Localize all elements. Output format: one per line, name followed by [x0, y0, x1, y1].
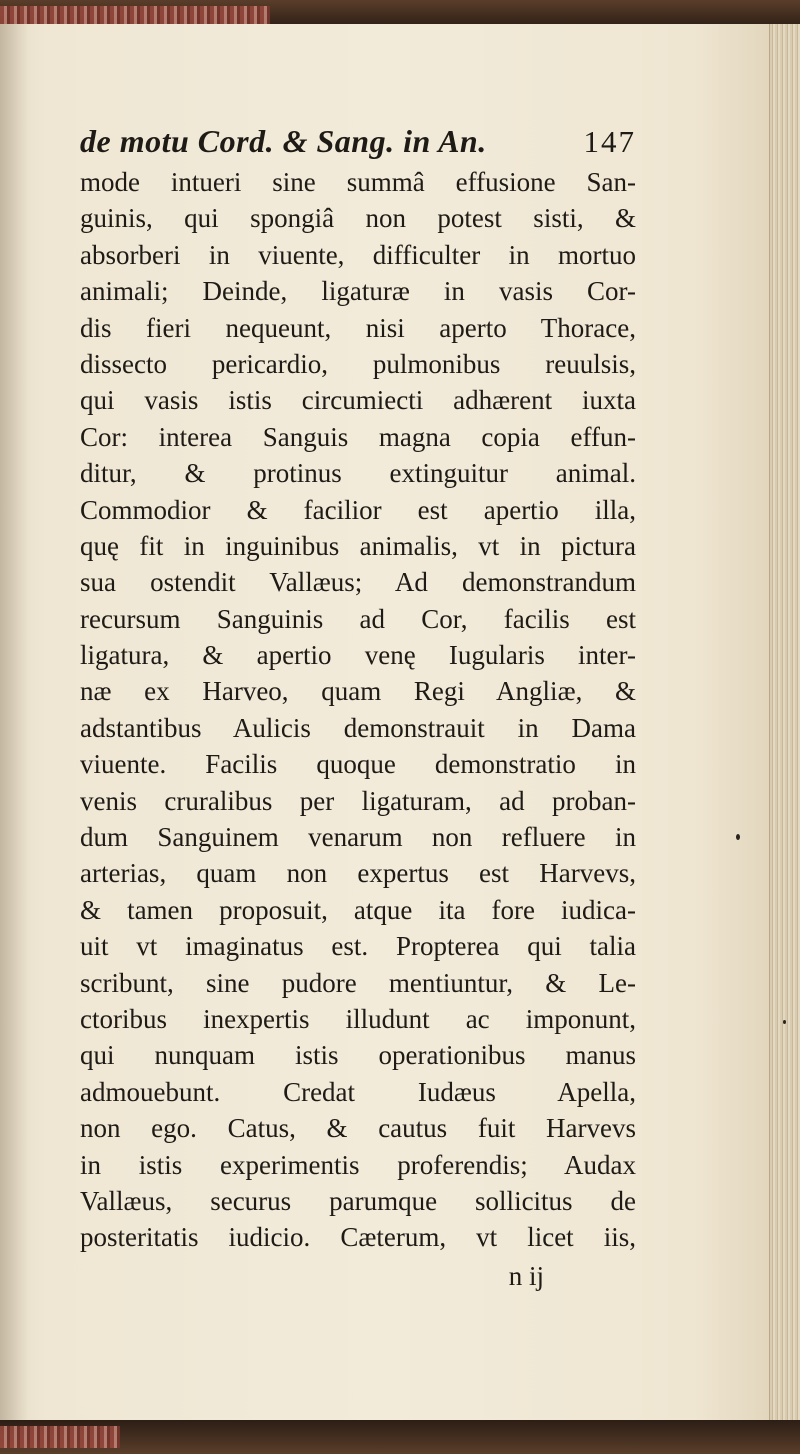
signature-mark: n ij [508, 1260, 544, 1291]
page-fore-edge [769, 24, 800, 1420]
binding-bottom-edge [0, 1420, 800, 1454]
gutter-shadow [0, 24, 28, 1420]
text-line: in istis experimentis proferendis; Audax [80, 1149, 636, 1180]
text-line: guinis, qui spongiâ non potest sisti, & [80, 203, 636, 234]
text-line: dissecto pericardio, pulmonibus reuulsis, [80, 348, 636, 379]
text-line: animali; Deinde, ligaturæ in vasis Cor- [80, 276, 636, 307]
body-text [80, 164, 636, 1256]
text-line: arterias, quam non expertus est Harvevs, [80, 858, 636, 889]
text-line: recursum Sanguinis ad Cor, facilis est [80, 603, 636, 634]
text-line: dis fieri nequeunt, nisi aperto Thorace, [80, 312, 636, 343]
page-text-block [80, 118, 636, 1296]
text-line: absorberi in viuente, difficulter in mortuo [80, 239, 636, 270]
text-line: Vallæus, securus parumque sollicitus de [80, 1185, 636, 1216]
text-line: ligatura, & apertio venę Iugularis inter- [80, 640, 636, 671]
text-line: næ ex Harveo, quam Regi Angliæ, & [80, 676, 636, 707]
ribbon-marker-bottom [0, 1426, 120, 1448]
text-line: posteritatis iudicio. Cæterum, vt licet iis, [80, 1222, 636, 1253]
text-line: dum Sanguinem venarum non refluere in [80, 822, 636, 853]
text-line: & tamen proposuit, atque ita fore iudica- [80, 894, 636, 925]
text-line: Cor: interea Sanguis magna copia effun- [80, 421, 636, 452]
text-line: ditur, & protinus extinguitur animal. [80, 458, 636, 489]
text-line: ctoribus inexpertis illudunt ac imponunt, [80, 1003, 636, 1034]
text-line: qui nunquam istis operationibus manus [80, 1040, 636, 1071]
text-line: Commodior & facilior est apertio illa, [80, 494, 636, 525]
text-line: venis cruralibus per ligaturam, ad proban- [80, 785, 636, 816]
text-line: adstantibus Aulicis demonstrauit in Dama [80, 712, 636, 743]
text-line: admouebunt. Credat Iudæus Apella, [80, 1076, 636, 1107]
text-line: mode intueri sine summâ effusione San- [80, 167, 636, 197]
text-line: viuente. Facilis quoque demonstratio in [80, 749, 636, 780]
text-line: non ego. Catus, & cautus fuit Harvevs [80, 1113, 636, 1144]
page-number: 147 [583, 124, 636, 159]
running-head-title: de motu Cord. & Sang. in An. [80, 123, 487, 159]
ribbon-marker-top [0, 6, 270, 24]
running-head [80, 118, 636, 164]
text-line: sua ostendit Vallæus; Ad demonstrandum [80, 567, 636, 598]
text-line: quę fit in inguinibus animalis, vt in pictura [80, 530, 636, 561]
text-line: uit vt imaginatus est. Propterea qui talia [80, 931, 636, 962]
text-line: scribunt, sine pudore mentiuntur, & Le- [80, 967, 636, 998]
text-line: qui vasis istis circumiecti adhærent iuxta [80, 385, 636, 416]
